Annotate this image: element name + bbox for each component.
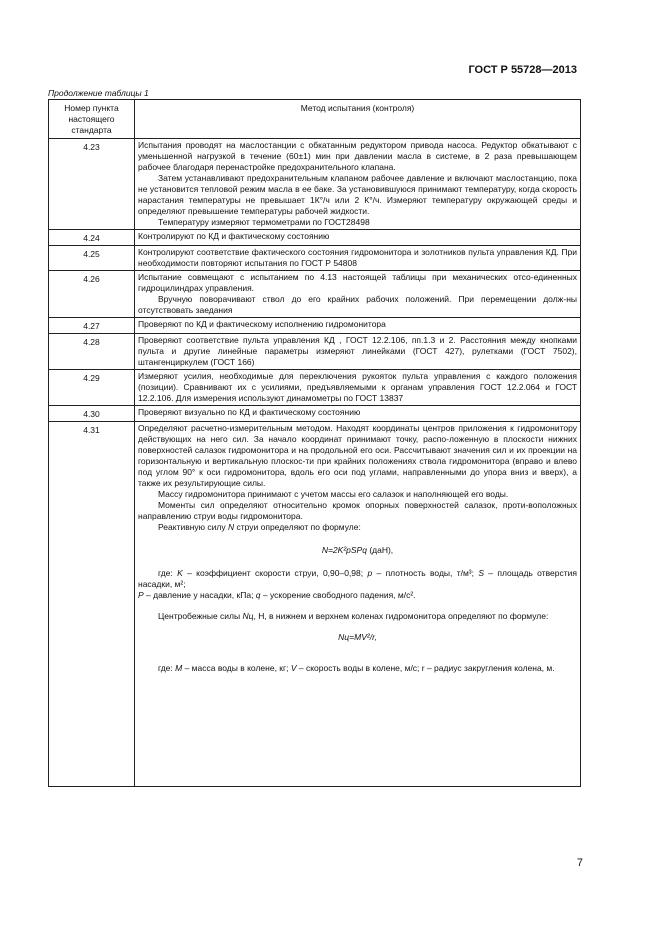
formula-reactive-force: N=2K²pSPq (даН), — [321, 545, 394, 555]
row-method — [135, 318, 581, 334]
method-paragraph: Проверяют по КД и фактическому исполнению гидромонитора — [138, 319, 386, 329]
method-paragraph: Реактивную силу N струи определяют по формуле: — [158, 522, 361, 532]
method-paragraph: Испытание совмещают с испытанием по 4.13 настоящей таблицы при механических отсо-единенных гидроцилиндрах управления. — [138, 272, 577, 293]
row-number: 4.30 — [49, 406, 135, 422]
row-number: 4.29 — [49, 370, 135, 406]
formula-legend: P – давление у насадки, кПа; q – ускорение свободного падения, м/с². — [138, 590, 416, 600]
method-table — [48, 99, 581, 787]
table-header-row — [49, 100, 581, 139]
table-row — [49, 318, 581, 334]
table-row — [49, 334, 581, 370]
table-row — [49, 230, 581, 246]
table-row — [49, 271, 581, 318]
method-paragraph: Измеряют усилия, необходимые для переключения рукояток пульта управления с каждого положения (позиции). Сравнивают их с усилиями, предъявляемыми к органам управления ГОСТ 12.2.064 и ГОСТ 12.2.106. Для измерения используют динамометры по ГОСТ 13837 — [138, 371, 577, 403]
formula-centrifugal-force: Nц=MV²/r, — [338, 632, 377, 642]
row-method — [135, 422, 581, 787]
row-method — [135, 230, 581, 246]
row-method — [135, 334, 581, 370]
table-row — [49, 246, 581, 271]
row-number: 4.27 — [49, 318, 135, 334]
row-number: 4.25 — [49, 246, 135, 271]
table-caption: Продолжение таблицы 1 — [48, 88, 149, 98]
column-header-method: Метод испытания (контроля) — [135, 100, 581, 139]
row-number: 4.31 — [49, 422, 135, 787]
table-row — [49, 370, 581, 406]
row-method — [135, 139, 581, 230]
formula-legend: где: K – коэффициент скорости струи, 0,90–0,98; p – плотность воды, т/м³; S – площадь отверстия насадки, м²; — [138, 568, 577, 589]
page-number: 7 — [576, 857, 583, 869]
method-paragraph: Моменты сил определяют относительно кромок опорных поверхностей салазок, проти-воположных направлению струи воды гидромонитора. — [138, 500, 577, 521]
table-row — [49, 139, 581, 230]
table-row — [49, 422, 581, 787]
method-paragraph: Проверяют визуально по КД и фактическому состоянию — [138, 407, 361, 417]
method-paragraph: Массу гидромонитора принимают с учетом массы его салазок и наполняющей его воды. — [158, 489, 509, 499]
column-header-number: Номер пункта настоящего стандарта — [49, 100, 135, 139]
row-number: 4.24 — [49, 230, 135, 246]
row-method — [135, 271, 581, 318]
method-paragraph: Вручную поворачивают ствол до его крайних рабочих положений. При перемещении долж-ны отсутствовать заедания — [138, 294, 577, 315]
method-paragraph: Центробежные силы Nц, Н, в нижнем и верхнем коленах гидромонитора определяют по формуле: — [158, 611, 549, 621]
row-method — [135, 246, 581, 271]
method-paragraph: Затем устанавливают предохранительным клапаном рабочее давление и включают маслостанцию, пока не установится тепловой режим масла в ее баке. За установившуюся принимают температуру, когда скорость нарастания температуры не превышает 1К°/ч или 2 К°/ч. Измеряют температуру окружающей среды и определяют превышение температуры рабочей жидкости. — [138, 173, 577, 216]
method-paragraph: Температуру измеряют термометрами по ГОСТ28498 — [158, 217, 370, 227]
method-paragraph: Контролируют соответствие фактического состояния гидромонитора и золотников пульта управления КД. При необходимости повторяют испытания по ГОСТ Р 54808 — [138, 247, 577, 268]
row-number: 4.26 — [49, 271, 135, 318]
method-paragraph: Проверяют соответствие пульта управления КД , ГОСТ 12.2.106, пп.1.3 и 2. Расстояния между кнопками пульта и другие линейные параметры измеряют линейками (ГОСТ 427), рулетками (ГОСТ 7502), штангенциркулем (ГОСТ 166) — [138, 335, 577, 367]
method-paragraph: Определяют расчетно-измерительным методом. Находят координаты центров приложения к гидромонитору действующих на него сил. За начало координат принимают точку, распо-ложенную в плоскости нижних поверхностей салазок гидромонитора и на продольной его оси. Рассчитывают значения сил и их проекции на горизонтальную и вертикальную плоскос-ти при крайних положениях ствола гидромонитора (вправо и влево под углом 90° к оси гидромонитора, вдоль его оси под углами, направленными до упора вниз и вверх), а также их результирующие силы. — [138, 423, 577, 488]
table-row — [49, 406, 581, 422]
row-method — [135, 406, 581, 422]
row-number: 4.23 — [49, 139, 135, 230]
method-paragraph: Контролируют по КД и фактическому состоянию — [138, 231, 330, 241]
row-method — [135, 370, 581, 406]
document-header: ГОСТ Р 55728—2013 — [468, 64, 577, 76]
method-paragraph: Испытания проводят на маслостанции с обкатанным редуктором привода насоса. Редуктор обкатывают с уменьшенной нагрузкой в течение (60±1) мин при давлении масла в системе, в 2 раза превышающем рабочее благодаря перенастройке предохранительного клапана. — [138, 140, 577, 172]
row-number: 4.28 — [49, 334, 135, 370]
formula-legend: где: M – масса воды в колене, кг; V – скорость воды в колене, м/с; r – радиус закругления колена, м. — [158, 663, 555, 673]
